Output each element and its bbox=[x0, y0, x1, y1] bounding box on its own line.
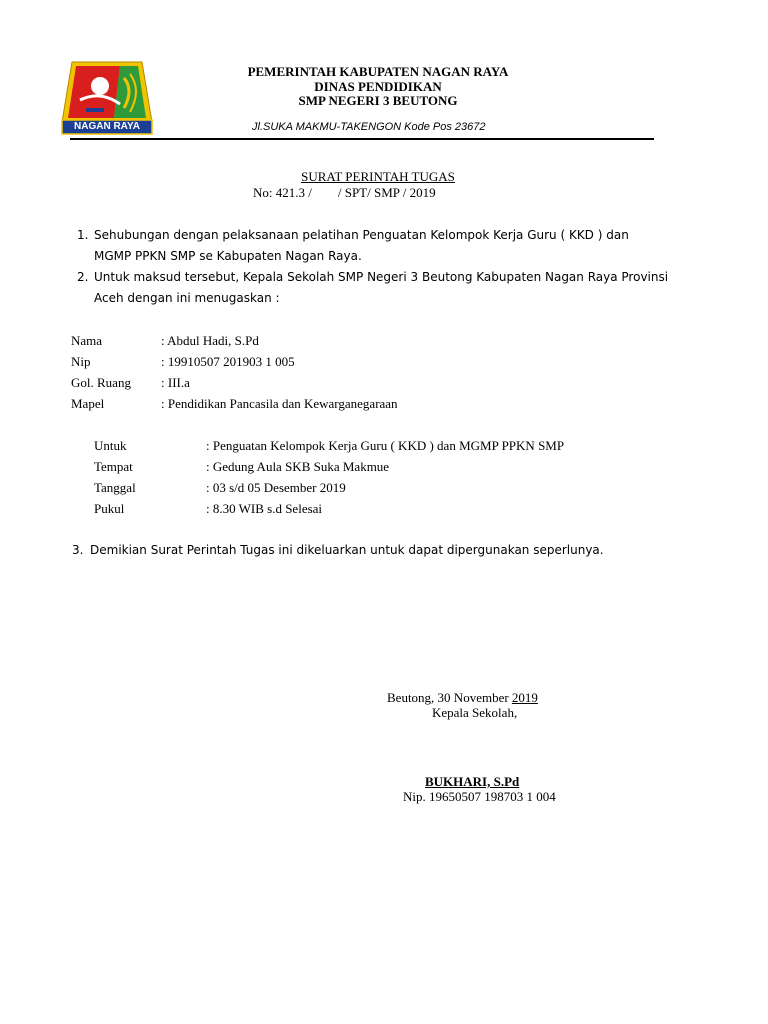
task-value-purpose: : Penguatan Kelompok Kerja Guru ( KKD ) dan MGMP PPKN SMP bbox=[206, 438, 565, 453]
point-2-number: 2. bbox=[77, 270, 89, 284]
point-1-number: 1. bbox=[77, 228, 89, 242]
signatory-nip: Nip. 19650507 198703 1 004 bbox=[403, 789, 556, 804]
task-value-date: : 03 s/d 05 Desember 2019 bbox=[206, 480, 346, 495]
point-1-line-2: MGMP PPKN SMP se Kabupaten Nagan Raya. bbox=[94, 249, 362, 263]
task-label-purpose: Untuk bbox=[94, 438, 127, 453]
signature-place-date-text: Beutong, 30 November bbox=[387, 690, 512, 705]
letterhead-divider bbox=[70, 138, 654, 140]
person-label-nip: Nip bbox=[71, 354, 91, 369]
signature-place-date bbox=[387, 690, 538, 706]
person-value-name: : Abdul Hadi, S.Pd bbox=[161, 333, 259, 348]
task-label-place: Tempat bbox=[94, 459, 133, 474]
department-name: DINAS PENDIDIKAN bbox=[314, 79, 442, 94]
letter-number: No: 421.3 / / SPT/ SMP / 2019 bbox=[253, 185, 436, 200]
task-label-date: Tanggal bbox=[94, 480, 136, 495]
government-name: PEMERINTAH KABUPATEN NAGAN RAYA bbox=[247, 64, 509, 79]
point-3-text: Demikian Surat Perintah Tugas ini dikeluarkan untuk dapat dipergunakan seperlunya. bbox=[90, 543, 604, 557]
school-name: SMP NEGERI 3 BEUTONG bbox=[298, 93, 458, 108]
school-address: Jl.SUKA MAKMU-TAKENGON Kode Pos 23672 bbox=[252, 121, 486, 133]
person-value-rank: : III.a bbox=[161, 375, 190, 390]
point-2-line-1: Untuk maksud tersebut, Kepala Sekolah SMP Negeri 3 Beutong Kabupaten Nagan Raya Provinsi bbox=[94, 270, 669, 284]
person-label-subject: Mapel bbox=[71, 396, 105, 411]
regency-logo bbox=[60, 60, 154, 136]
person-value-subject: : Pendidikan Pancasila dan Kewarganegaraan bbox=[161, 396, 398, 411]
person-value-nip: : 19910507 201903 1 005 bbox=[161, 354, 295, 369]
task-label-time: Pukul bbox=[94, 501, 125, 516]
letter-heading: SURAT PERINTAH TUGAS bbox=[301, 169, 455, 184]
signature-year: 2019 bbox=[511, 690, 538, 705]
person-label-name: Nama bbox=[71, 333, 103, 348]
task-value-place: : Gedung Aula SKB Suka Makmue bbox=[206, 459, 390, 474]
signature-position: Kepala Sekolah, bbox=[432, 705, 518, 720]
point-3-number: 3. bbox=[72, 543, 84, 557]
logo-brand-text: NAGAN RAYA bbox=[74, 121, 140, 132]
task-value-time: : 8.30 WIB s.d Selesai bbox=[206, 501, 323, 516]
signatory-name: BUKHARI, S.Pd bbox=[425, 774, 520, 789]
point-2-line-2: Aceh dengan ini menugaskan : bbox=[94, 291, 280, 305]
point-1-line-1: Sehubungan dengan pelaksanaan pelatihan Penguatan Kelompok Kerja Guru ( KKD ) dan bbox=[94, 228, 629, 242]
person-label-rank: Gol. Ruang bbox=[71, 375, 131, 390]
